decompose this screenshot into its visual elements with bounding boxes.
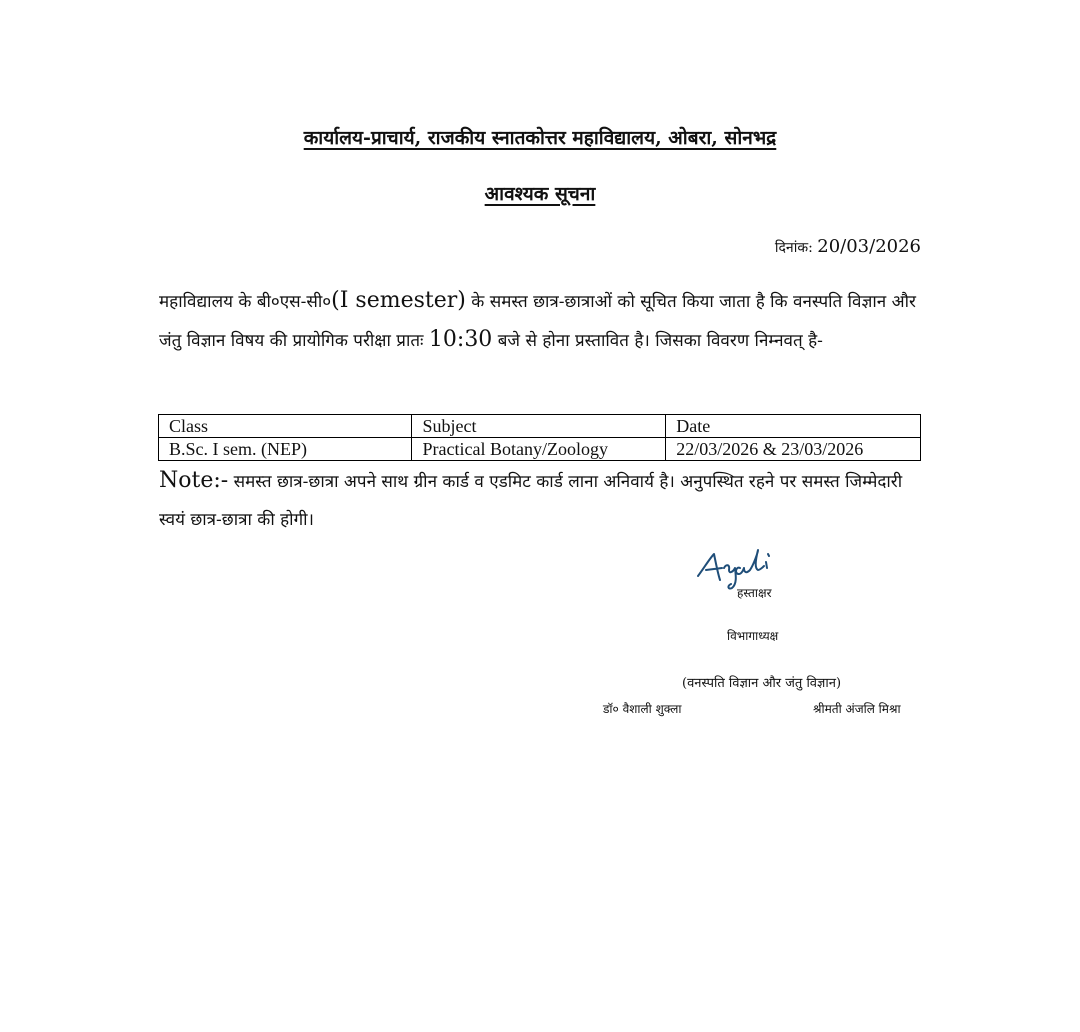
notice-body: महाविद्यालय के बी०एस-सी०(I semester) के समस्त छात्र-छात्राओं को सूचित किया जाता है कि वनस्पति विज्ञान और जंतु विज्ञान विषय की प्रायोगिक परीक्षा प्रातः 10:30 बजे से होना प्रस्तावित है। जिसका विवरण निम्नवत् है-	[159, 288, 916, 352]
notice-title: आवश्यक सूचना	[484, 183, 596, 205]
date-label: दिनांक:	[774, 240, 813, 256]
table-cell: B.Sc. I sem. (NEP)	[159, 438, 412, 461]
office-title: कार्यालय-प्राचार्य, राजकीय स्नातकोत्तर महाविद्यालय, ओबरा, सोनभद्र	[303, 127, 777, 149]
signature-stroke	[698, 550, 769, 589]
signature-label: हस्ताक्षर	[737, 586, 772, 600]
note-label: Note:-	[159, 468, 229, 493]
signatory-2: श्रीमती अंजलि मिश्रा	[813, 702, 901, 716]
date-value: 20/03/2026	[817, 236, 921, 257]
notice-date	[775, 236, 921, 257]
table-row	[159, 438, 921, 461]
table-header-cell: Date	[666, 415, 921, 438]
signatory-1: डॉ० वैशाली शुक्ला	[603, 702, 682, 716]
table-cell: Practical Botany/Zoology	[412, 438, 666, 461]
table-header-cell: Class	[159, 415, 412, 438]
table-cell: 22/03/2026 & 23/03/2026	[666, 438, 921, 461]
table-header-cell: Subject	[412, 415, 666, 438]
table-header-row	[159, 415, 921, 438]
note-text: Note:- समस्त छात्र-छात्रा अपने साथ ग्रीन कार्ड व एडमिट कार्ड लाना अनिवार्य है। अनुपस्थित रहने पर समस्त जिम्मेदारी स्वयं छात्र-छात्रा की होगी।	[159, 468, 903, 530]
head-of-department: विभागाध्यक्ष	[727, 629, 779, 643]
exam-schedule-table	[158, 414, 921, 461]
department-name: (वनस्पति विज्ञान और जंतु विज्ञान)	[682, 676, 842, 691]
